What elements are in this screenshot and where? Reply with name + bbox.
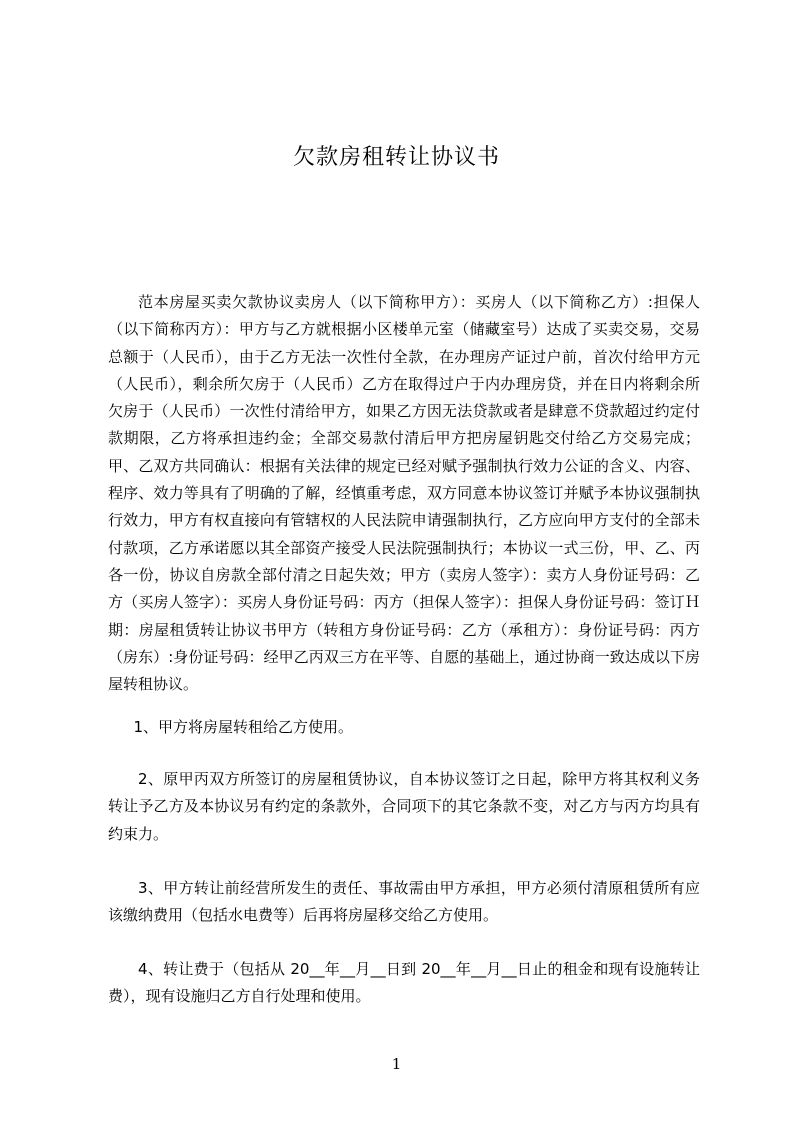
paragraph-clause-4: 4、转让费于（包括从 20__年__月__日到 20__年__月__日止的租金和现有设施转让费），现有设施归乙方自行处理和使用。 <box>108 960 700 1006</box>
paragraph-intro: 范本房屋买卖欠款协议卖房人（以下简称甲方）：买房人（以下简称乙方）:担保人（以下简称丙方）：甲方与乙方就根据小区楼单元室（储藏室号）达成了买卖交易，交易总额于（人民币），由于乙方无法一次性付全款，在办理房产证过户前，首次付给甲方元（人民币），剩余所欠房于（人民币）乙方在取得过户于内办理房贷，并在日内将剩余所欠房于（人民币）一次性付清给甲方，如果乙方因无法贷款或者是肆意不贷款超过约定付款期限，乙方将承担违约金；全部交易款付清后甲方把房屋钥匙交付给乙方交易完成；甲、乙双方共同确认：根据有关法律的规定已经对赋予强制执行效力公证的含义、内容、程序、效力等具有了明确的了解，经慎重考虑，双方同意本协议签订并赋予本协议强制执行效力，甲方有权直接向有管辖权的人民法院申请强制执行，乙方应向甲方支付的全部未付款项，乙方承诺愿以其全部资产接受人民法院强制执行；本协议一式三份，甲、乙、丙各一份，协议自房款全部付清之日起失效；甲方（卖房人签字）：卖方人身份证号码：乙方（买房人签字）：买房人身份证号码：丙方（担保人签字）：担保人身份证号码：签订Ｈ期：房屋租赁转让协议书甲方（转租方身份证号码：乙方（承租方）：身份证号码：丙方（房东）:身份证号码：经甲乙丙双三方在平等、自愿的基础上，通过协商一致达成以下房屋转租协议。 <box>108 293 700 694</box>
page-number: 1 <box>391 1055 402 1073</box>
paragraph-clause-2: 2、原甲丙双方所签订的房屋租赁协议，自本协议签订之日起，除甲方将其权利义务转让予乙方及本协议另有约定的条款外，合同项下的其它条款不变，对乙方与丙方均具有约束力。 <box>108 770 700 843</box>
paragraph-clause-3: 3、甲方转让前经营所发生的责任、事故需由甲方承担，甲方必须付清原租赁所有应该缴纳费用（包括水电费等）后再将房屋移交给乙方使用。 <box>108 879 700 925</box>
paragraph-clause-1: 1、甲方将房屋转租给乙方使用。 <box>133 718 354 736</box>
document-title: 欠款房租转让协议书 <box>292 145 500 170</box>
